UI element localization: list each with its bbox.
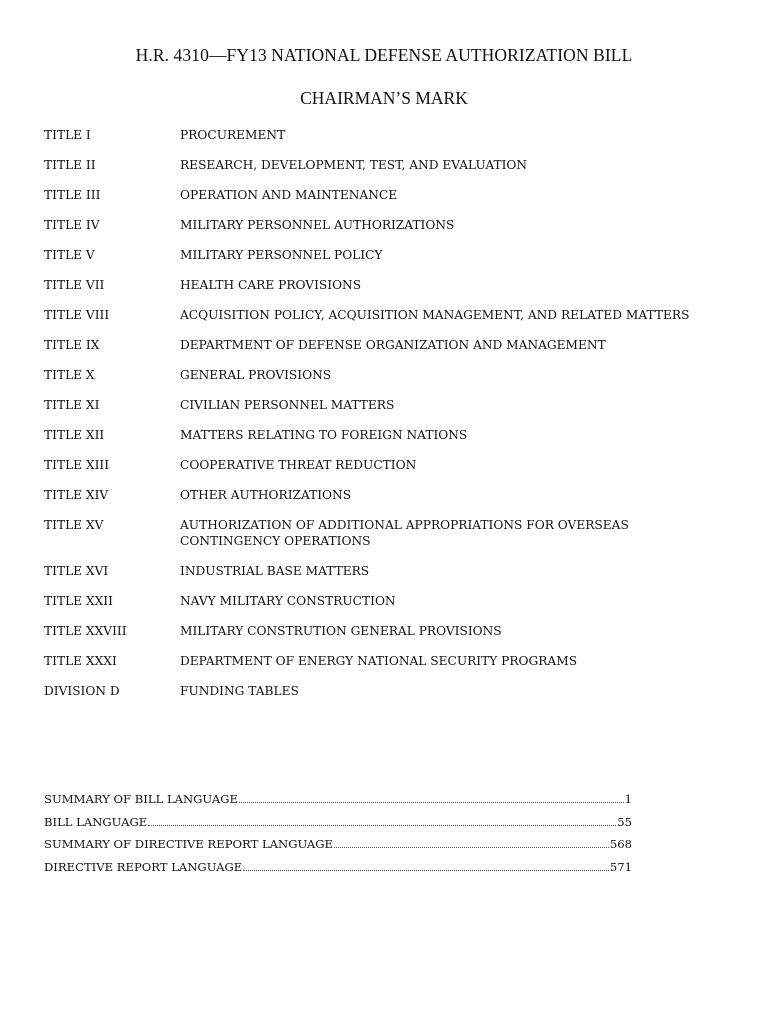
title-row xyxy=(44,368,724,384)
title-label: TITLE XIII xyxy=(44,458,110,472)
title-row xyxy=(44,128,724,144)
toc-leader-dots xyxy=(148,824,616,826)
title-row xyxy=(44,564,724,580)
toc-leader-dots xyxy=(239,801,624,803)
title-row xyxy=(44,158,724,174)
title-row xyxy=(44,248,724,264)
title-label: TITLE XIV xyxy=(44,488,109,502)
title-description: GENERAL PROVISIONS xyxy=(180,368,332,382)
title-row xyxy=(44,594,724,610)
toc-page-number: 55 xyxy=(617,814,632,829)
title-description: OTHER AUTHORIZATIONS xyxy=(180,488,352,502)
title-row xyxy=(44,278,724,294)
title-description: COOPERATIVE THREAT REDUCTION xyxy=(180,458,417,472)
title-row xyxy=(44,398,724,414)
title-description: MATTERS RELATING TO FOREIGN NATIONS xyxy=(180,428,468,442)
title-label: TITLE III xyxy=(44,188,101,202)
title-description: DEPARTMENT OF ENERGY NATIONAL SECURITY PROGRAMS xyxy=(180,653,578,668)
title-description: FUNDING TABLES xyxy=(180,683,299,698)
title-row xyxy=(44,458,724,474)
title-label: TITLE VII xyxy=(44,278,105,292)
title-row xyxy=(44,188,724,204)
title-label: TITLE I xyxy=(44,128,91,142)
title-label: TITLE XII xyxy=(44,428,105,442)
toc-leader-dots xyxy=(334,846,609,848)
title-label: TITLE VIII xyxy=(44,308,110,322)
title-description: ACQUISITION POLICY, ACQUISITION MANAGEMENT, AND RELATED MATTERS xyxy=(180,308,690,322)
title-description: MILITARY PERSONNEL POLICY xyxy=(180,248,383,262)
title-label: TITLE XI xyxy=(44,398,100,412)
title-row xyxy=(44,428,724,444)
title-row xyxy=(44,684,724,700)
title-row xyxy=(44,218,724,234)
title-label: TITLE IV xyxy=(44,218,100,232)
title-row xyxy=(44,654,724,670)
title-description: NAVY MILITARY CONSTRUCTION xyxy=(180,593,396,608)
title-description: CIVILIAN PERSONNEL MATTERS xyxy=(180,398,395,412)
title-label: TITLE XXVIII xyxy=(44,623,127,638)
title-row xyxy=(44,308,724,324)
toc-leader-dots xyxy=(243,869,609,871)
title-row xyxy=(44,624,724,640)
title-row xyxy=(44,338,724,354)
title-description: AUTHORIZATION OF ADDITIONAL APPROPRIATIONS FOR OVERSEAS CONTINGENCY OPERATIONS xyxy=(180,518,629,548)
toc-entry-label: BILL LANGUAGE xyxy=(44,814,148,829)
title-description: MILITARY CONSTRUTION GENERAL PROVISIONS xyxy=(180,623,502,638)
title-description: INDUSTRIAL BASE MATTERS xyxy=(180,563,370,578)
title-description: DEPARTMENT OF DEFENSE ORGANIZATION AND MANAGEMENT xyxy=(180,338,606,352)
title-label: TITLE II xyxy=(44,158,96,172)
title-label: TITLE X xyxy=(44,368,95,382)
title-description: OPERATION AND MAINTENANCE xyxy=(180,188,398,202)
toc-entry[interactable] xyxy=(44,860,632,875)
title-row xyxy=(44,488,724,504)
title-label: TITLE V xyxy=(44,248,95,262)
title-description: HEALTH CARE PROVISIONS xyxy=(180,278,362,292)
toc-page-number: 1 xyxy=(624,792,632,806)
title-label: TITLE XXII xyxy=(44,593,113,608)
title-description: RESEARCH, DEVELOPMENT, TEST, AND EVALUATION xyxy=(180,158,528,172)
toc-entry[interactable] xyxy=(44,792,632,807)
title-label: TITLE IX xyxy=(44,338,100,352)
titles-list xyxy=(44,128,724,714)
document-subtitle: CHAIRMAN’S MARK xyxy=(300,88,468,108)
title-label: TITLE XVI xyxy=(44,563,109,578)
title-description: PROCUREMENT xyxy=(180,128,286,142)
title-row xyxy=(44,518,724,549)
toc-entry[interactable] xyxy=(44,815,632,830)
title-label: TITLE XXXI xyxy=(44,653,117,668)
title-label: DIVISION D xyxy=(44,683,120,698)
toc-entry-label: SUMMARY OF BILL LANGUAGE xyxy=(44,792,238,806)
document-title: H.R. 4310—FY13 NATIONAL DEFENSE AUTHORIZATION BILL xyxy=(135,45,633,65)
table-of-contents xyxy=(44,792,632,882)
toc-page-number: 568 xyxy=(609,837,632,851)
toc-page-number: 571 xyxy=(609,859,632,874)
title-label: TITLE XV xyxy=(44,518,104,532)
toc-entry-label: DIRECTIVE REPORT LANGUAGE xyxy=(44,859,243,874)
toc-entry[interactable] xyxy=(44,837,632,852)
toc-entry-label: SUMMARY OF DIRECTIVE REPORT LANGUAGE xyxy=(44,837,333,851)
title-description: MILITARY PERSONNEL AUTHORIZATIONS xyxy=(180,218,455,232)
